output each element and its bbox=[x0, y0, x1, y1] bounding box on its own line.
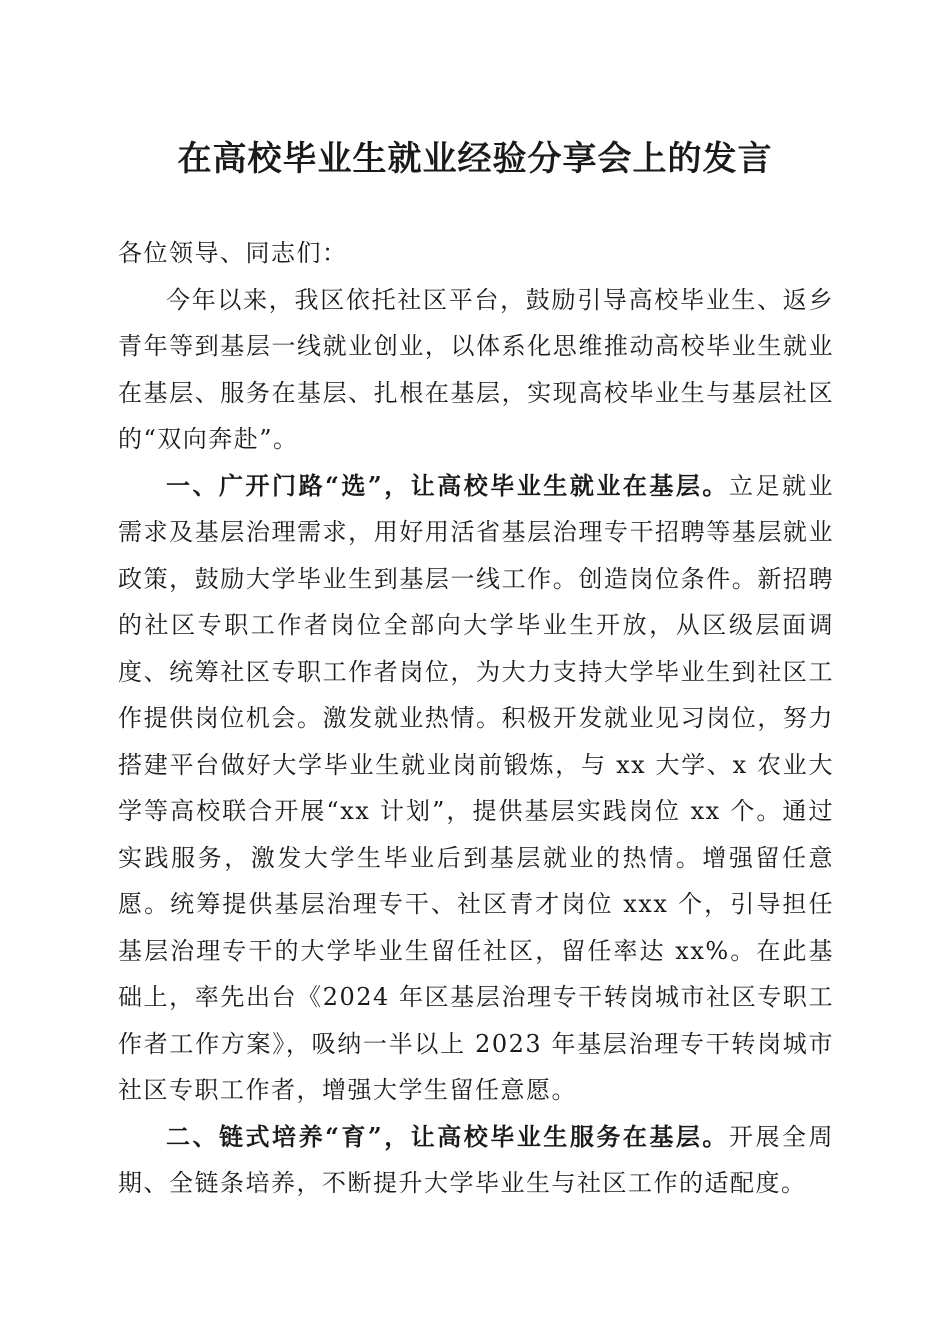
section-1-text: 立足就业需求及基层治理需求，用好用活省基层治理专干招聘等基层就业政策，鼓励大学毕业生到基层一线工作。创造岗位条件。新招聘的社区专职工作者岗位全部向大学毕业生开放，从区级层面调度、统筹社区专职工作者岗位，为大力支持大学毕业生到社区工作提供岗位机会。激发就业热情。积极开发就业见习岗位，努力搭建平台做好大学毕业生就业岗前锻炼，与 xx 大学、x 农业大学等高校联合开展“xx 计划”，提供基层实践岗位 xx 个。通过实践服务，激发大学生毕业后到基层就业的热情。增强留任意愿。统筹提供基层治理专干、社区青才岗位 xxx 个，引导担任基层治理专干的大学毕业生留任社区，留任率达 xx%。在此基础上，率先出台《2024 年区基层治理专干转岗城市社区专职工作者工作方案》，吸纳一半以上 2023 年基层治理专干转岗城市社区专职工作者，增强大学生留任意愿。 bbox=[118, 471, 834, 1104]
section-2-heading: 二、链式培养“育”，让高校毕业生服务在基层。 bbox=[166, 1121, 729, 1151]
document-body bbox=[118, 230, 834, 1207]
section-1-paragraph bbox=[118, 463, 834, 1114]
salutation: 各位领导、同志们： bbox=[118, 239, 348, 267]
section-1-heading: 一、广开门路“选”，让高校毕业生就业在基层。 bbox=[166, 470, 729, 500]
document-title: 在高校毕业生就业经验分享会上的发言 bbox=[177, 139, 773, 179]
section-2-text: 开展全周期、全链条培养，不断提升大学毕业生与社区工作的适配度。 bbox=[118, 1122, 834, 1197]
intro-paragraph: 今年以来，我区依托社区平台，鼓励引导高校毕业生、返乡青年等到基层一线就业创业，以体系化思维推动高校毕业生就业在基层、服务在基层、扎根在基层，实现高校毕业生与基层社区的“双向奔赴”。 bbox=[118, 285, 834, 453]
section-2-paragraph bbox=[118, 1114, 834, 1207]
